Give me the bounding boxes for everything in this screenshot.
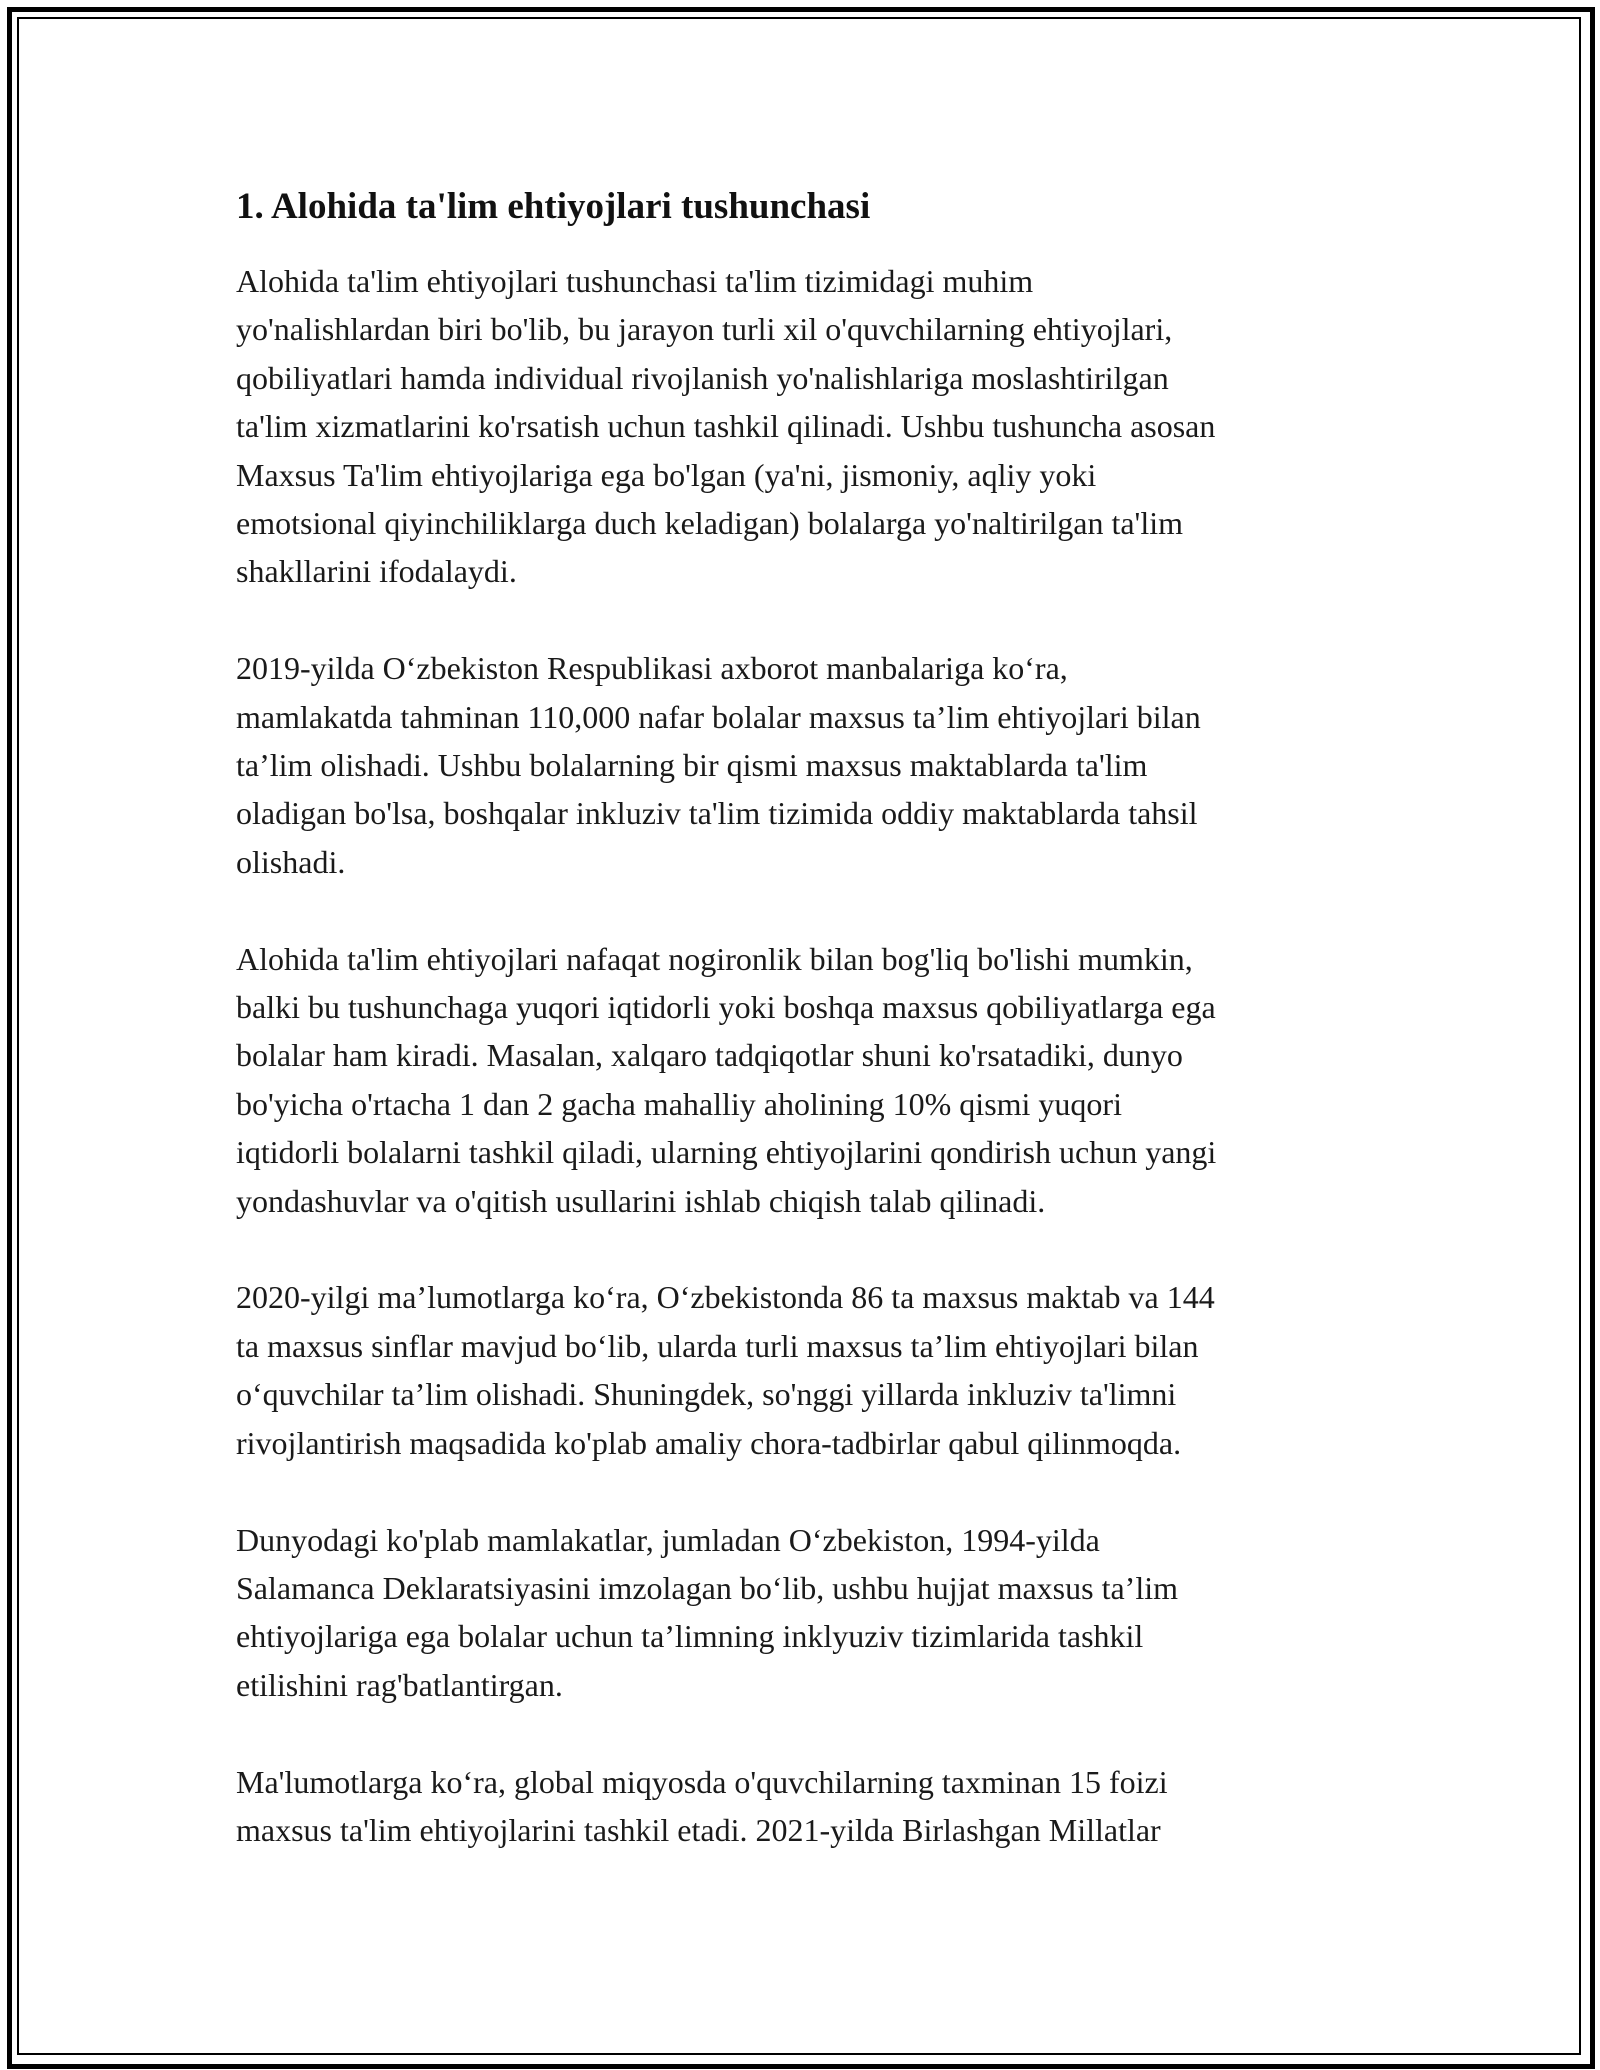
paragraph-line: etilishini rag'batlantirgan.	[236, 1666, 563, 1703]
paragraph-line: 2020-yilgi ma’lumotlarga ko‘ra, O‘zbekistonda 86 ta maxsus maktab va 144	[236, 1279, 1215, 1316]
paragraph-5	[236, 1516, 1356, 1710]
paragraph-line: emotsional qiyinchiliklarga duch keladigan) bolalarga yo'naltirilgan ta'lim	[236, 505, 1183, 542]
paragraph-line: 2019-yilda O‘zbekiston Respublikasi axborot manbalariga ko‘ra,	[236, 650, 1068, 687]
paragraph-line: Dunyodagi ko'plab mamlakatlar, jumladan O‘zbekiston, 1994-yilda	[236, 1521, 1100, 1558]
document-body	[236, 183, 1356, 1903]
paragraph-2	[236, 644, 1356, 886]
paragraph-line: balki bu tushunchaga yuqori iqtidorli yoki boshqa maxsus qobiliyatlarga ega	[236, 989, 1216, 1026]
paragraph-line: qobiliyatlari hamda individual rivojlanish yo'nalishlariga moslashtirilgan	[236, 359, 1169, 396]
paragraph-line: ehtiyojlariga ega bolalar uchun ta’limning inklyuziv tizimlarida tashkil	[236, 1618, 1144, 1655]
paragraph-line: Ma'lumotlarga ko‘ra, global miqyosda o'quvchilarning taxminan 15 foizi	[236, 1763, 1168, 1800]
paragraph-line: yondashuvlar va o'qitish usullarini ishlab chiqish talab qilinadi.	[236, 1182, 1046, 1219]
paragraph-line: ta maxsus sinflar mavjud bo‘lib, ularda turli maxsus ta’lim ehtiyojlari bilan	[236, 1327, 1199, 1364]
paragraph-4	[236, 1273, 1356, 1467]
paragraph-line: bo'yicha o'rtacha 1 dan 2 gacha mahalliy aholining 10% qismi yuqori	[236, 1085, 1122, 1122]
paragraph-line: ta’lim olishadi. Ushbu bolalarning bir qismi maxsus maktablarda ta'lim	[236, 747, 1148, 784]
paragraph-line: olishadi.	[236, 843, 346, 880]
paragraph-line: oladigan bo'lsa, boshqalar inkluziv ta'lim tizimida oddiy maktablarda tahsil	[236, 795, 1198, 832]
paragraph-line: o‘quvchilar ta’lim olishadi. Shuningdek, so'nggi yillarda inkluziv ta'limni	[236, 1376, 1177, 1413]
paragraph-3	[236, 935, 1356, 1225]
paragraph-line: Alohida ta'lim ehtiyojlari tushunchasi ta'lim tizimidagi muhim	[236, 263, 1034, 299]
paragraph-line: Maxsus Ta'lim ehtiyojlariga ega bo'lgan (ya'ni, jismoniy, aqliy yoki	[236, 456, 1097, 493]
paragraph-line: ta'lim xizmatlarini ko'rsatish uchun tashkil qilinadi. Ushbu tushuncha asosan	[236, 408, 1216, 445]
paragraph-line: mamlakatda tahminan 110,000 nafar bolalar maxsus ta’lim ehtiyojlari bilan	[236, 698, 1201, 735]
paragraph-line: bolalar ham kiradi. Masalan, xalqaro tadqiqotlar shuni ko'rsatadiki, dunyo	[236, 1037, 1183, 1074]
paragraph-line: rivojlantirish maqsadida ko'plab amaliy chora-tadbirlar qabul qilinmoqda.	[236, 1424, 1182, 1461]
paragraph-line: maxsus ta'lim ehtiyojlarini tashkil etadi. 2021-yilda Birlashgan Millatlar	[236, 1811, 1161, 1848]
paragraph-6	[236, 1758, 1356, 1855]
section-heading: 1. Alohida ta'lim ehtiyojlari tushunchasi	[236, 186, 871, 227]
paragraph-line: Alohida ta'lim ehtiyojlari nafaqat nogironlik bilan bog'liq bo'lishi mumkin,	[236, 940, 1193, 977]
paragraph-line: Salamanca Deklaratsiyasini imzolagan bo‘lib, ushbu hujjat maxsus ta’lim	[236, 1569, 1178, 1606]
paragraph-line: iqtidorli bolalarni tashkil qiladi, ularning ehtiyojlarini qondirish uchun yangi	[236, 1134, 1217, 1171]
paragraph-line: yo'nalishlardan biri bo'lib, bu jarayon turli xil o'quvchilarning ehtiyojlari,	[236, 311, 1173, 348]
paragraph-line: shakllarini ifodalaydi.	[236, 553, 517, 590]
paragraph-1	[236, 257, 1356, 596]
